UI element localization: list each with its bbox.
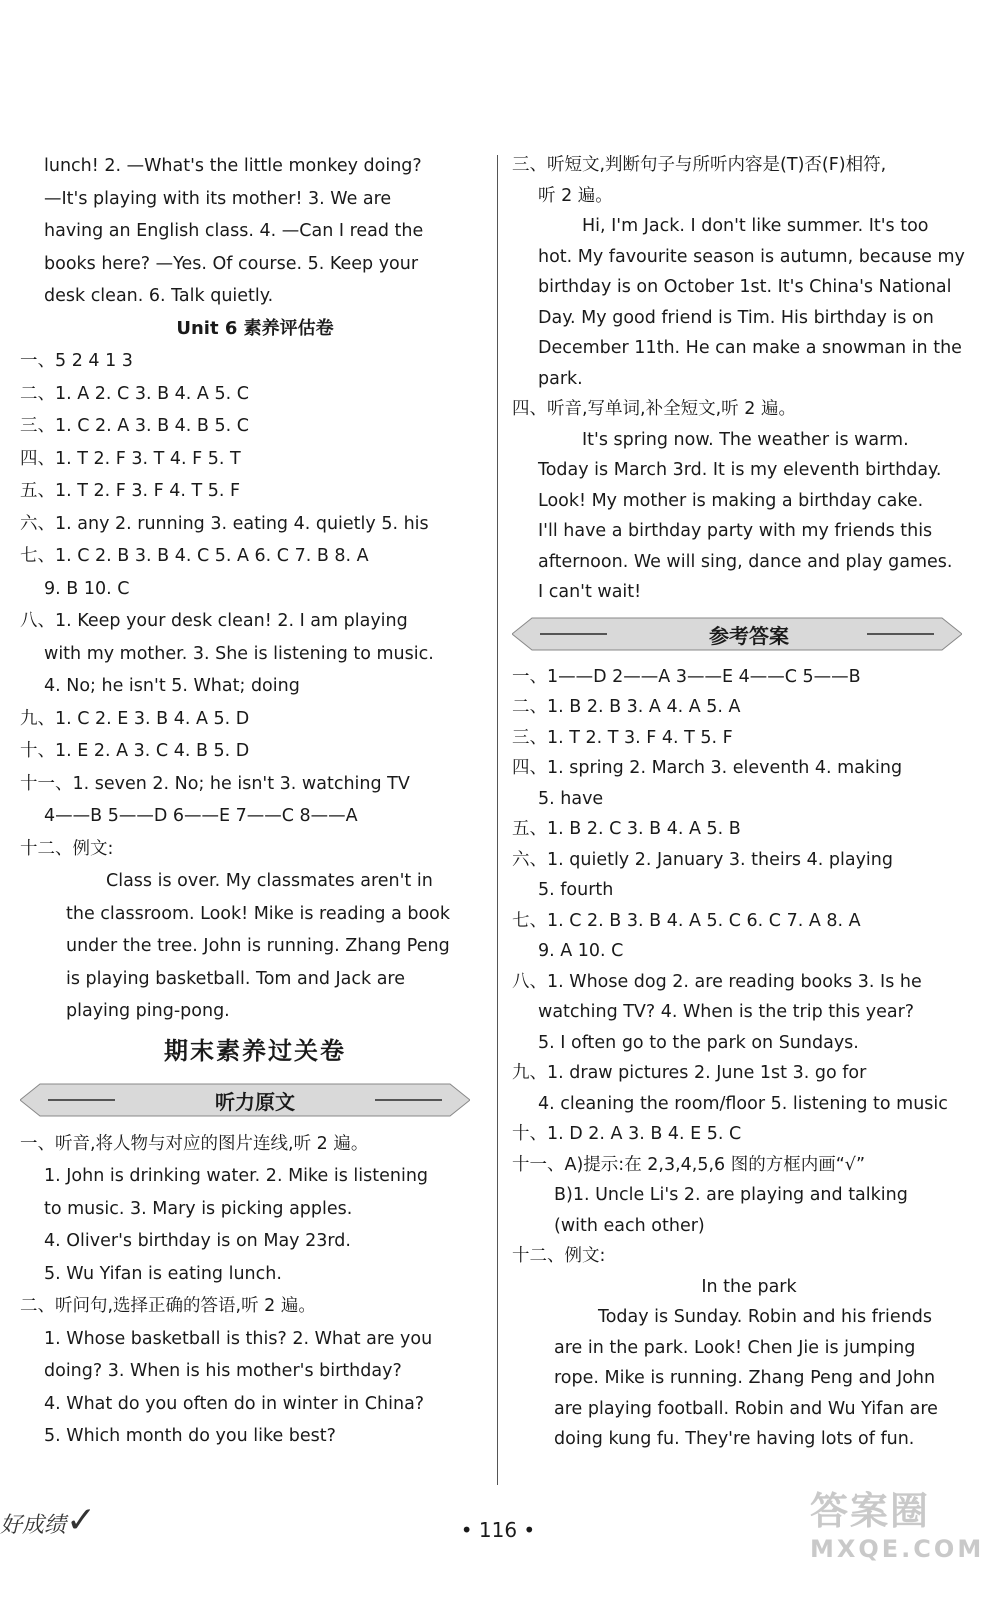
passage-line: I'll have a birthday party with my friends this <box>538 521 933 541</box>
answer-line: 九、1. C 2. E 3. B 4. A 5. D <box>20 708 250 729</box>
watermark-url: MXQE.COM <box>810 1535 985 1563</box>
answer-line: 5. fourth <box>538 880 614 900</box>
essay-title: In the park <box>701 1276 797 1297</box>
answer-line: 一、1——D 2——A 3——E 4——C 5——B <box>512 666 861 687</box>
passage-line: afternoon. We will sing, dance and play games. <box>538 551 953 572</box>
answer-line: 十一、A)提示:在 2,3,4,5,6 图的方框内画“√” <box>512 1154 866 1175</box>
passage-line: Hi, I'm Jack. I don't like summer. It's too <box>582 216 929 236</box>
answer-line: 5. I often go to the park on Sundays. <box>538 1032 859 1053</box>
final-exam-title: 期末素养过关卷 <box>164 1035 346 1065</box>
answers-banner <box>512 614 986 654</box>
answer-line: 十、1. D 2. A 3. B 4. E 5. C <box>512 1124 742 1144</box>
passage-line: It's spring now. The weather is warm. <box>582 429 909 450</box>
listening-line: 三、听短文,判断句子与所听内容是(T)否(F)相符, <box>512 155 887 175</box>
passage-line: Today is March 3rd. It is my eleventh birthday. <box>538 460 942 480</box>
answer-line: 一、5 2 4 1 3 <box>20 351 133 371</box>
answer-line: 4. No; he isn't 5. What; doing <box>44 676 300 696</box>
answer-line: 四、1. T 2. F 3. T 4. F 5. T <box>20 448 241 469</box>
essay-line: the classroom. Look! Mike is reading a book <box>66 903 451 924</box>
answer-line: 四、1. spring 2. March 3. eleventh 4. making <box>512 758 903 778</box>
watermark <box>810 1480 984 1563</box>
listening-line: 听 2 遍。 <box>538 185 613 206</box>
answer-line: 三、1. T 2. T 3. F 4. T 5. F <box>512 727 733 748</box>
passage-line: park. <box>538 368 583 389</box>
answer-line: 六、1. any 2. running 3. eating 4. quietly 5. his <box>20 513 429 534</box>
answer-line: 九、1. draw pictures 2. June 1st 3. go for <box>512 1063 867 1083</box>
listening-line: to music. 3. Mary is picking apples. <box>44 1198 353 1219</box>
listening-banner <box>20 1080 490 1120</box>
watermark-text: 答案圈 <box>810 1489 931 1533</box>
listening-line: 4. Oliver's birthday is on May 23rd. <box>44 1231 351 1251</box>
essay-line: rope. Mike is running. Zhang Peng and John <box>554 1368 936 1388</box>
answer-line: with my mother. 3. She is listening to music. <box>44 643 434 664</box>
banner-title: 参考答案 <box>709 623 789 648</box>
essay-line: playing ping-pong. <box>66 1001 230 1021</box>
answer-line: 十一、1. seven 2. No; he isn't 3. watching TV <box>20 773 410 794</box>
text-line: desk clean. 6. Talk quietly. <box>44 286 274 306</box>
answer-line: (with each other) <box>554 1215 705 1236</box>
page-number: • 116 • <box>460 1518 536 1542</box>
answer-line: 六、1. quietly 2. January 3. theirs 4. playing <box>512 849 893 870</box>
text-line: lunch! 2. —What's the little monkey doing? <box>44 156 422 176</box>
text-line: —It's playing with its mother! 3. We are <box>44 188 392 209</box>
unit6-title: Unit 6 素养评估卷 <box>176 317 334 339</box>
essay-line: Class is over. My classmates aren't in <box>106 871 433 891</box>
answer-line: 5. have <box>538 788 604 809</box>
answer-line: 五、1. B 2. C 3. B 4. A 5. B <box>512 819 741 839</box>
text-line: having an English class. 4. —Can I read the <box>44 221 424 241</box>
answer-line: B)1. Uncle Li's 2. are playing and talking <box>554 1185 908 1205</box>
listening-line: 5. Which month do you like best? <box>44 1426 336 1446</box>
listening-line: 二、听问句,选择正确的答语,听 2 遍。 <box>20 1296 316 1316</box>
listening-line: doing? 3. When is his mother's birthday? <box>44 1361 402 1381</box>
essay-line: under the tree. John is running. Zhang Peng <box>66 936 450 956</box>
essay-line: are in the park. Look! Chen Jie is jumping <box>554 1337 916 1358</box>
listening-line: 5. Wu Yifan is eating lunch. <box>44 1263 282 1284</box>
passage-line: Day. My good friend is Tim. His birthday is on <box>538 307 934 328</box>
logo-text: 好成绩 <box>0 1513 67 1538</box>
answer-line: 4——B 5——D 6——E 7——C 8——A <box>44 806 358 826</box>
right-column <box>512 150 986 1455</box>
listening-line: 四、听音,写单词,补全短文,听 2 遍。 <box>512 399 796 419</box>
answer-line: 五、1. T 2. F 3. F 4. T 5. F <box>20 481 241 501</box>
essay-line: is playing basketball. Tom and Jack are <box>66 968 406 989</box>
essay-line: are playing football. Robin and Wu Yifan are <box>554 1398 938 1419</box>
answer-line: 二、1. A 2. C 3. B 4. A 5. C <box>20 383 249 404</box>
banner-title: 听力原文 <box>215 1089 295 1114</box>
text-line: books here? —Yes. Of course. 5. Keep your <box>44 253 419 274</box>
answer-line: 4. cleaning the room/floor 5. listening to music <box>538 1093 948 1114</box>
essay-line: doing kung fu. They're having lots of fun. <box>554 1429 915 1449</box>
listening-line: 1. John is drinking water. 2. Mike is listening <box>44 1166 429 1186</box>
answer-line: 八、1. Whose dog 2. are reading books 3. Is he <box>512 971 922 992</box>
listening-line: 1. Whose basketball is this? 2. What are you <box>44 1328 433 1349</box>
passage-line: December 11th. He can make a snowman in the <box>538 338 962 358</box>
answer-line: 十、1. E 2. A 3. C 4. B 5. D <box>20 741 250 761</box>
answer-line: 9. B 10. C <box>44 578 130 599</box>
answer-line: watching TV? 4. When is the trip this year? <box>538 1002 915 1022</box>
checkmark-icon: ✓ <box>66 1500 97 1541</box>
passage-line: birthday is on October 1st. It's China's National <box>538 277 952 297</box>
answer-line: 三、1. C 2. A 3. B 4. B 5. C <box>20 416 249 436</box>
answer-line: 八、1. Keep your desk clean! 2. I am playing <box>20 611 408 631</box>
passage-line: I can't wait! <box>538 582 642 602</box>
passage-line: Look! My mother is making a birthday cake. <box>538 490 924 511</box>
listening-line: 一、听音,将人物与对应的图片连线,听 2 遍。 <box>20 1133 369 1154</box>
answer-line: 9. A 10. C <box>538 941 624 961</box>
listening-line: 4. What do you often do in winter in China? <box>44 1393 425 1414</box>
answer-line: 十二、例文: <box>512 1246 606 1266</box>
passage-line: hot. My favourite season is autumn, because my <box>538 246 965 267</box>
answer-line: 十二、例文: <box>20 838 114 859</box>
answer-line: 二、1. B 2. B 3. A 4. A 5. A <box>512 697 741 717</box>
answer-line: 七、1. C 2. B 3. B 4. C 5. A 6. C 7. B 8. A <box>20 546 369 566</box>
answer-line: 七、1. C 2. B 3. B 4. A 5. C 6. C 7. A 8. A <box>512 910 861 931</box>
essay-line: Today is Sunday. Robin and his friends <box>598 1307 932 1327</box>
left-column <box>20 150 490 1453</box>
column-divider <box>497 155 498 1485</box>
